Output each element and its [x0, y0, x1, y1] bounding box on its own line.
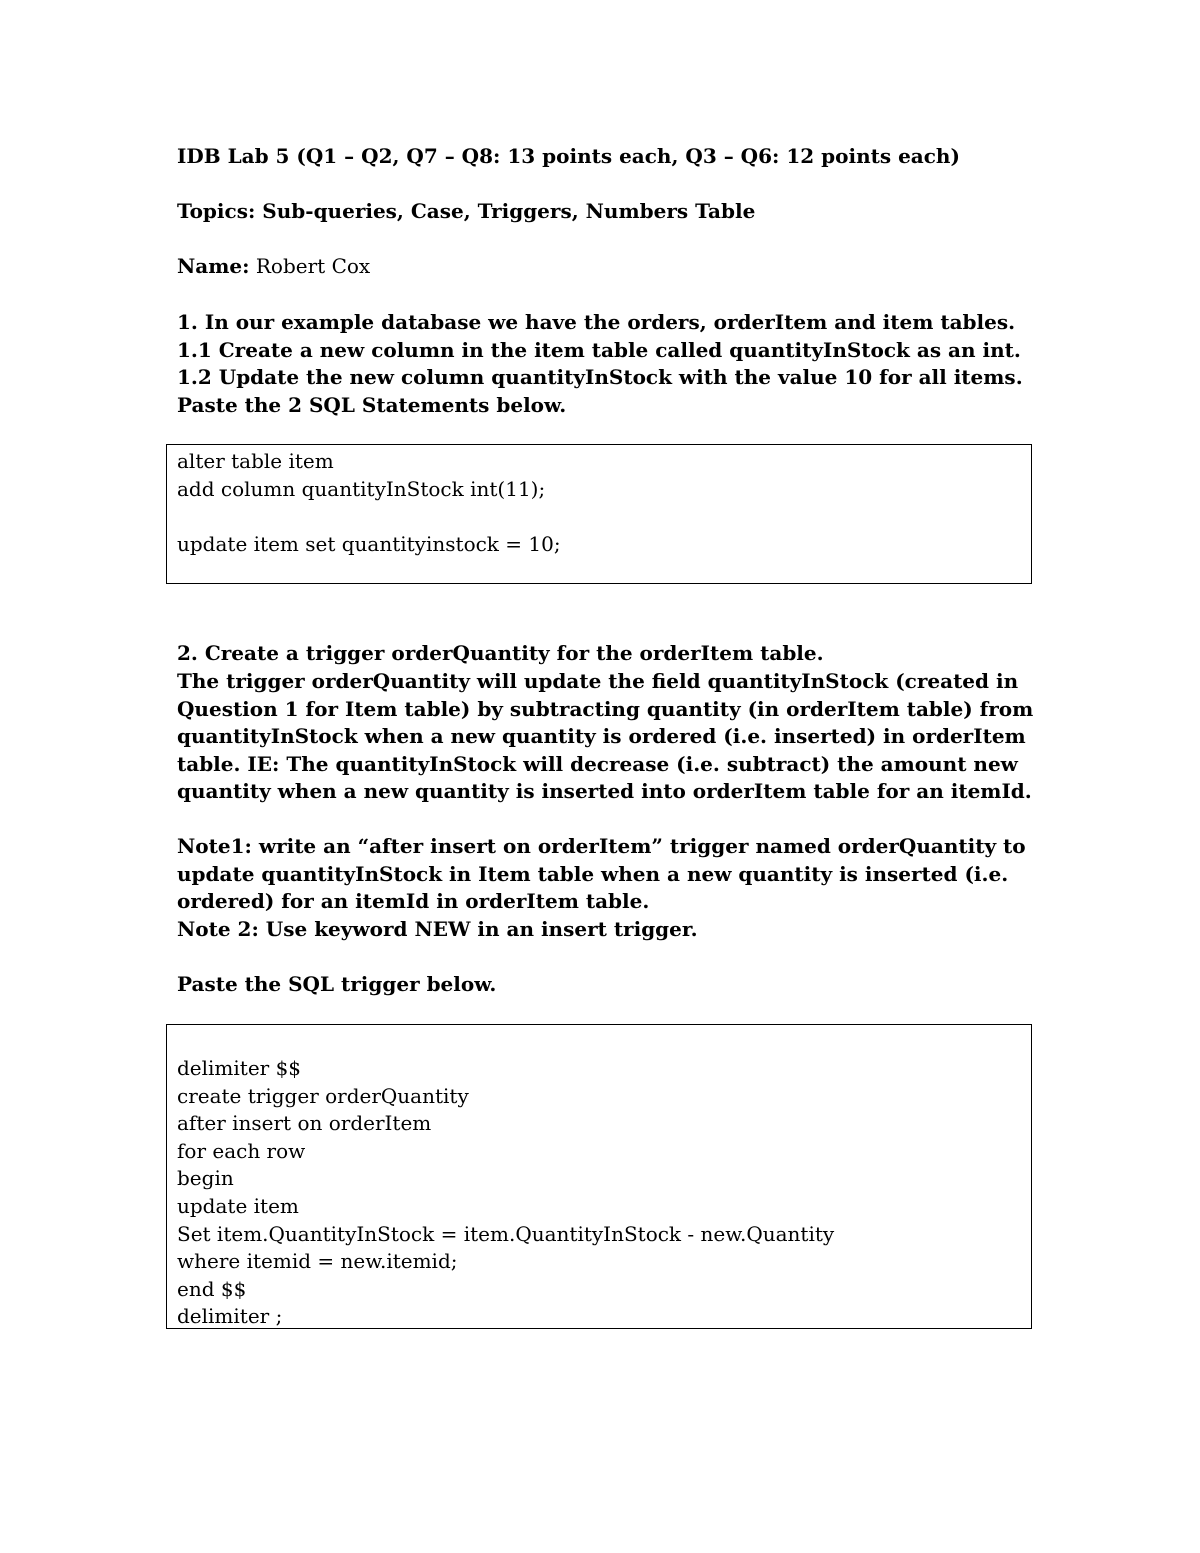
q1-line: 1.2 Update the new column quantityInStock with the value 10 for all items.: [177, 365, 1023, 389]
q2-line: quantityInStock when a new quantity is ordered (i.e. inserted) in orderItem: [177, 724, 1026, 748]
q2-answer-line: begin: [177, 1166, 234, 1190]
q2-note-line: Note1: write an “after insert on orderItem” trigger named orderQuantity to: [177, 834, 1026, 858]
q2-answer-line: where itemid = new.itemid;: [177, 1249, 458, 1273]
q2-line: table. IE: The quantityInStock will decrease (i.e. subtract) the amount new: [177, 752, 1018, 776]
q1-answer-line: update item set quantityinstock = 10;: [177, 532, 561, 556]
q1-line: 1. In our example database we have the orders, orderItem and item tables.: [177, 310, 1016, 334]
name-label: Name:: [177, 254, 250, 278]
q2-answer-line: delimiter ;: [177, 1304, 283, 1328]
q1-answer-box: [166, 444, 1032, 584]
q2-answer-line: update item: [177, 1194, 299, 1218]
document-title: IDB Lab 5 (Q1 – Q2, Q7 – Q8: 13 points each, Q3 – Q6: 12 points each): [177, 144, 960, 168]
q2-answer-line: after insert on orderItem: [177, 1111, 432, 1135]
q1-answer-line: alter table item: [177, 449, 334, 473]
q2-answer-box: [166, 1024, 1032, 1329]
q1-answer-line: add column quantityInStock int(11);: [177, 477, 546, 501]
name-value: Robert Cox: [249, 254, 371, 278]
q2-line: 2. Create a trigger orderQuantity for the orderItem table.: [177, 641, 824, 665]
q2-note-line: update quantityInStock in Item table when a new quantity is inserted (i.e.: [177, 862, 1009, 886]
q2-note-line: ordered) for an itemId in orderItem table.: [177, 889, 650, 913]
name-line: [177, 252, 370, 280]
q2-answer-line: delimiter $$: [177, 1056, 302, 1080]
q1-line: Paste the 2 SQL Statements below.: [177, 393, 567, 417]
q2-line: quantity when a new quantity is inserted into orderItem table for an itemId.: [177, 779, 1032, 803]
q2-note-line: Note 2: Use keyword NEW in an insert trigger.: [177, 917, 698, 941]
q2-answer-line: create trigger orderQuantity: [177, 1084, 469, 1108]
q1-line: 1.1 Create a new column in the item table called quantityInStock as an int.: [177, 338, 1021, 362]
q2-answer-line: for each row: [177, 1139, 306, 1163]
q2-line: Question 1 for Item table) by subtracting quantity (in orderItem table) from: [177, 697, 1034, 721]
q2-answer-line: end $$: [177, 1277, 247, 1301]
q2-answer-line: Set item.QuantityInStock = item.QuantityInStock - new.Quantity: [177, 1222, 835, 1246]
q2-paste-instruction: Paste the SQL trigger below.: [177, 972, 497, 996]
q2-line: The trigger orderQuantity will update the field quantityInStock (created in: [177, 669, 1019, 693]
topics-line: Topics: Sub-queries, Case, Triggers, Numbers Table: [177, 199, 756, 223]
